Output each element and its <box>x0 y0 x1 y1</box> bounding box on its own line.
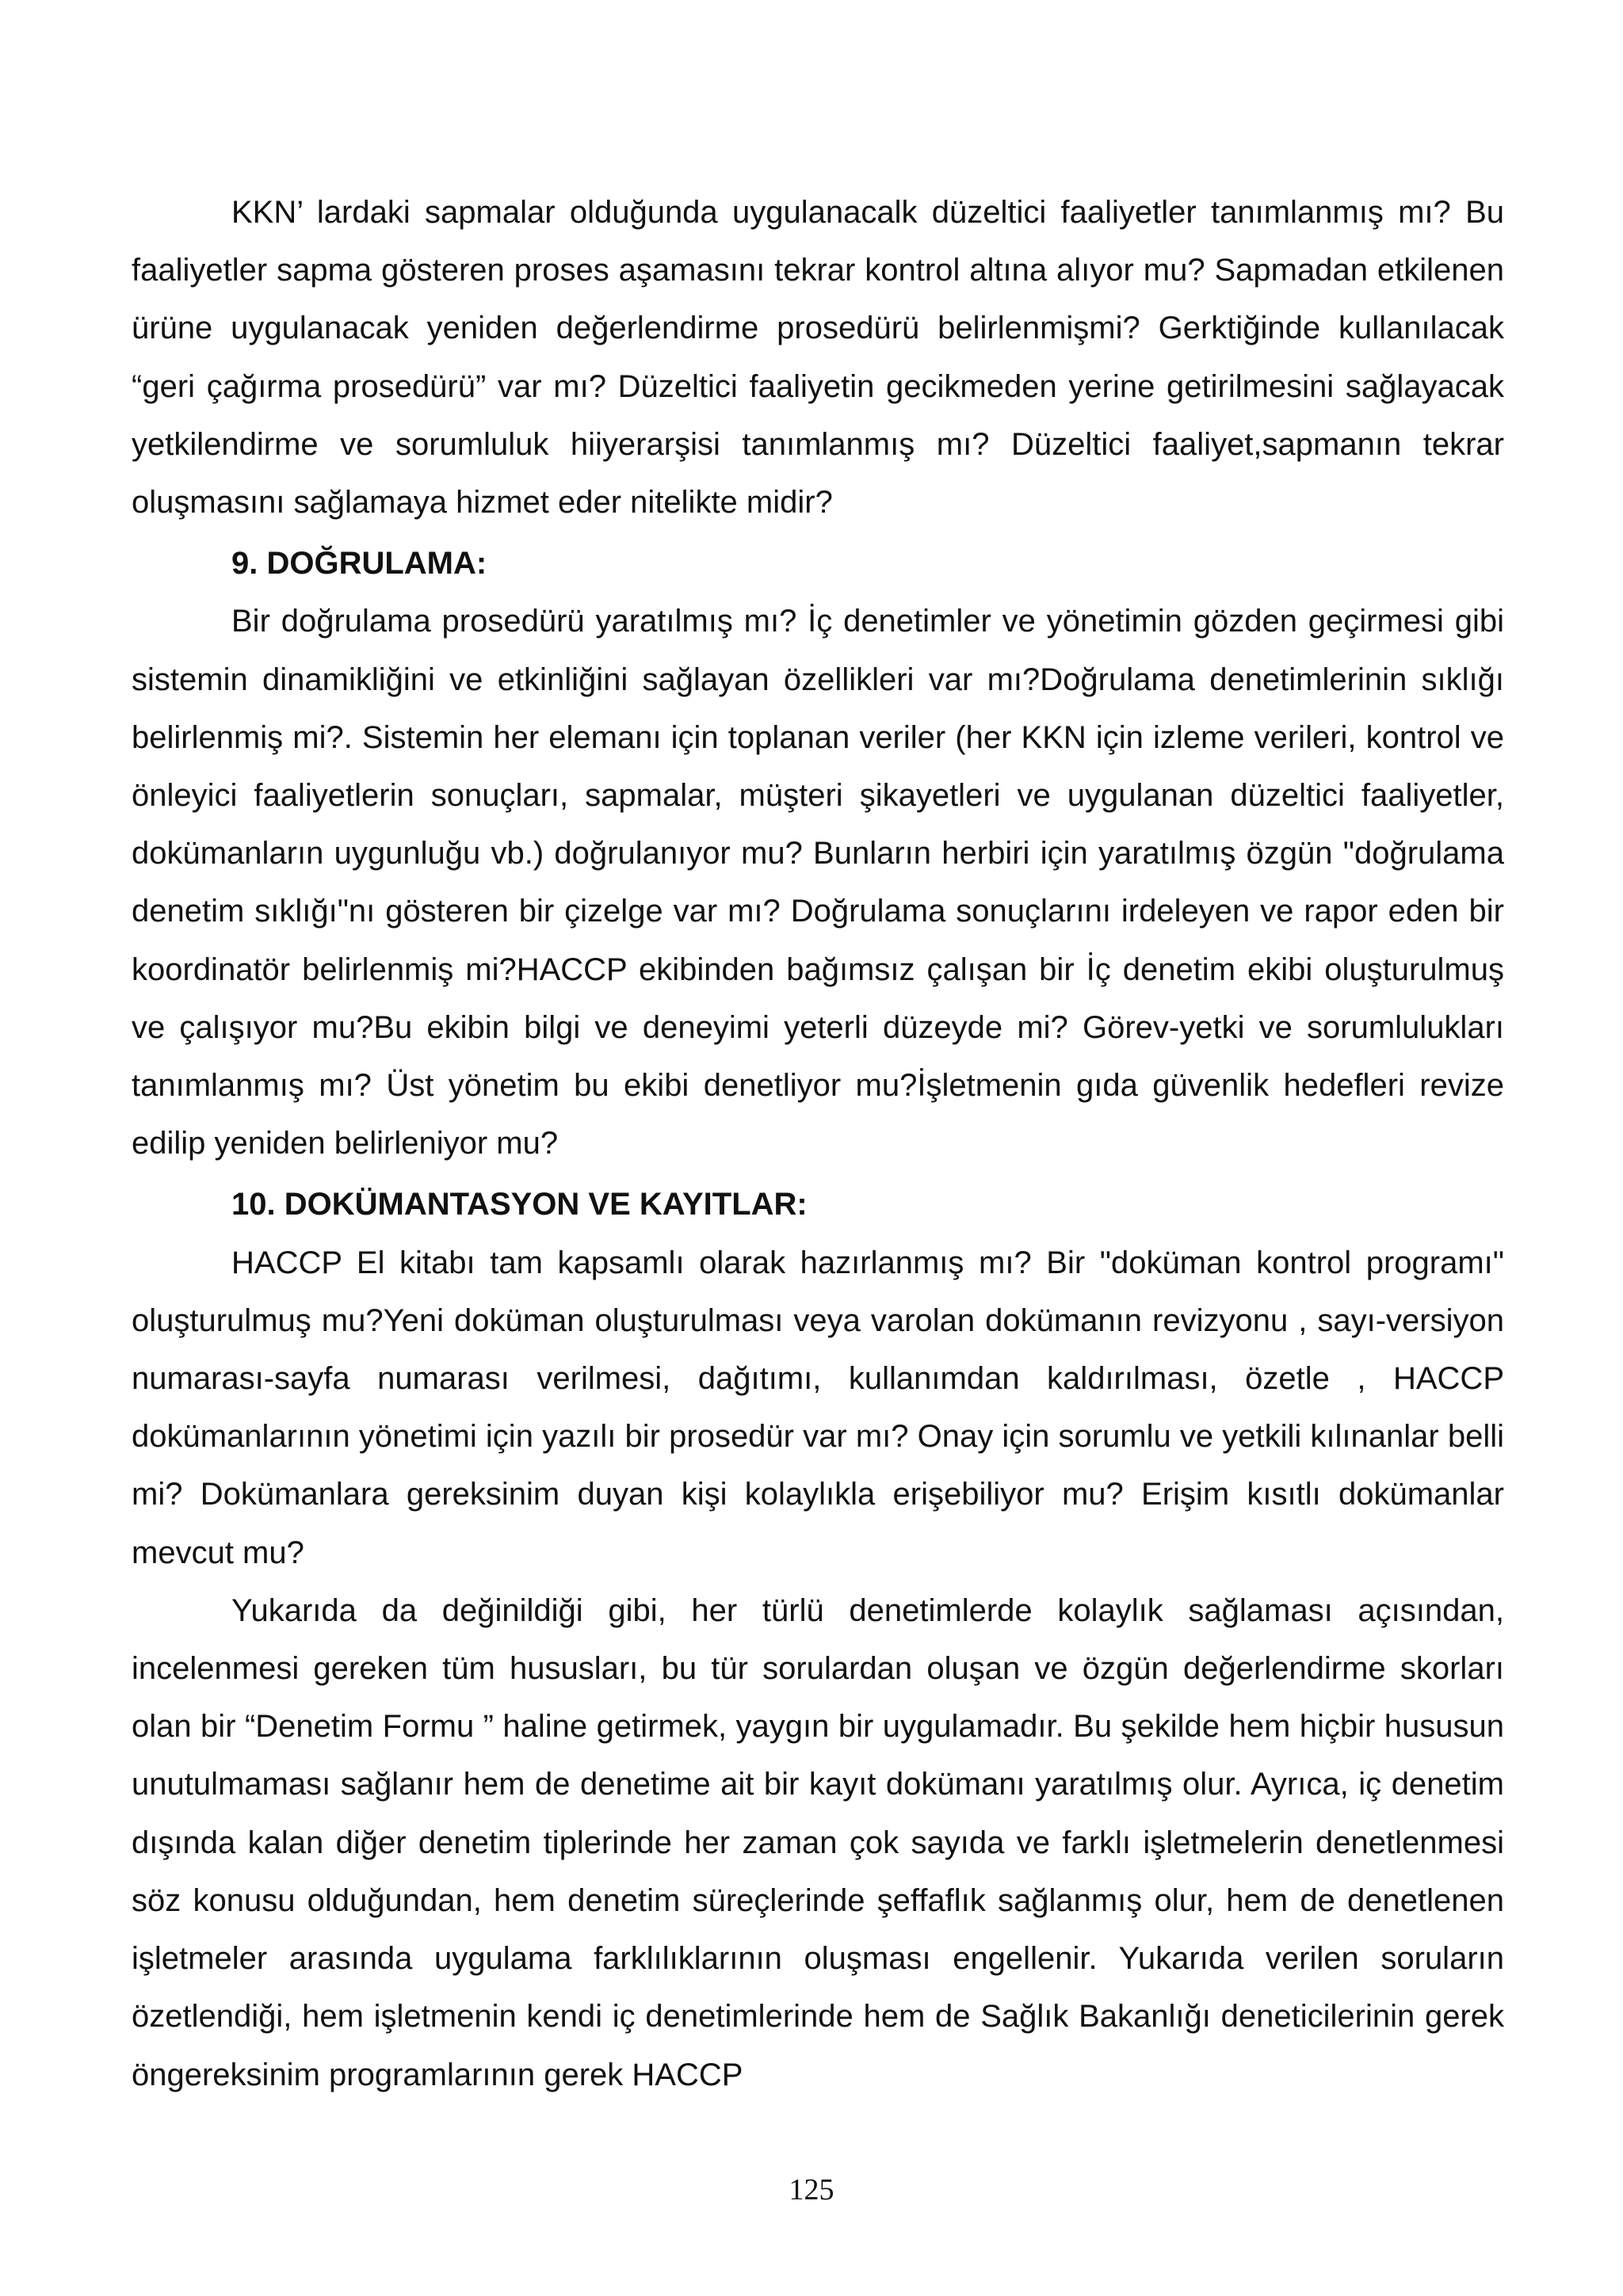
paragraph-documentation: HACCP El kitabı tam kapsamlı olarak hazırlanmış mı? Bir "doküman kontrol programı" oluşturulmuş mu?Yeni doküman oluşturulması veya varolan dokümanın revizyonu , sayı-versiyon numarası-sayfa numarası verilmesi, dağıtımı, kullanımdan kaldırılması, özetle , HACCP dokümanlarının yönetimi için yazılı bir prosedür var mı? Onay için sorumlu ve yetkili kılınanlar belli mi? Dokümanlara gereksinim duyan kişi kolaylıkla erişebiliyor mu? Erişim kısıtlı dokümanlar mevcut mu? <box>132 1245 1504 1570</box>
page-number: 125 <box>789 2173 834 2206</box>
page-body <box>132 184 1504 2104</box>
heading-documentation: 10. DOKÜMANTASYON VE KAYITLAR: <box>231 1187 808 1222</box>
paragraph-verification: Bir doğrulama prosedürü yaratılmış mı? İç denetimler ve yönetimin gözden geçirmesi gibi sistemin dinamikliğini ve etkinliğini sağlayan özellikleri var mı?Doğrulama denetimlerinin sıklığı belirlenmiş mi?. Sistemin her elemanı için toplanan veriler (her KKN için izleme verileri, kontrol ve önleyici faaliyetlerin sonuçları, sapmalar, müşteri şikayetleri ve uygulanan düzeltici faaliyetler, dokümanların uygunluğu vb.) doğrulanıyor mu? Bunların herbiri için yaratılmış özgün "doğrulama denetim sıklığı"nı gösteren bir çizelge var mı? Doğrulama sonuçlarını irdeleyen ve rapor eden bir koordinatör belirlenmiş mi?HACCP ekibinden bağımsız çalışan bir İç denetim ekibi oluşturulmuş ve çalışıyor mu?Bu ekibin bilgi ve deneyimi yeterli düzeyde mi? Görev-yetki ve sorumlulukları tanımlanmış mı? Üst yönetim bu ekibi denetliyor mu?İşletmenin gıda güvenlik hedefleri revize edilip yeniden belirleniyor mu? <box>132 604 1504 1161</box>
paragraph-corrective-actions: KKN’ lardaki sapmalar olduğunda uygulanacalk düzeltici faaliyetler tanımlanmış mı? Bu faaliyetler sapma gösteren proses aşamasını tekrar kontrol altına alıyor mu? Sapmadan etkilenen ürüne uygulanacak yeniden değerlendirme prosedürü belirlenmişmi? Gerktiğinde kullanılacak “geri çağırma prosedürü” var mı? Düzeltici faaliyetin gecikmeden yerine getirilmesini sağlayacak yetkilendirme ve sorumluluk hiiyerarşisi tanımlanmış mı? Düzeltici faaliyet,sapmanın tekrar oluşmasını sağlamaya hizmet eder nitelikte midir? <box>132 195 1504 521</box>
paragraph-audit-form: Yukarıda da değinildiği gibi, her türlü denetimlerde kolaylık sağlaması açısından, incelenmesi gereken tüm hususları, bu tür sorulardan oluşan ve özgün değerlendirme skorları olan bir “Denetim Formu ” haline getirmek, yaygın bir uygulamadır. Bu şekilde hem hiçbir hususun unutulmaması sağlanır hem de denetime ait bir kayıt dokümanı yaratılmış olur. Ayrıca, iç denetim dışında kalan diğer denetim tiplerinde her zaman çok sayıda ve farklı işletmelerin denetlenmesi söz konusu olduğundan, hem denetim süreçlerinde şeffaflık sağlanmış olur, hem de denetlenen işletmeler arasında uygulama farklılıklarının oluşması engellenir. Yukarıda verilen soruların özetlendiği, hem işletmenin kendi iç denetimlerinde hem de Sağlık Bakanlığı deneticilerinin gerek öngereksinim programlarının gerek HACCP <box>132 1592 1504 2092</box>
heading-verification: 9. DOĞRULAMA: <box>231 546 487 582</box>
